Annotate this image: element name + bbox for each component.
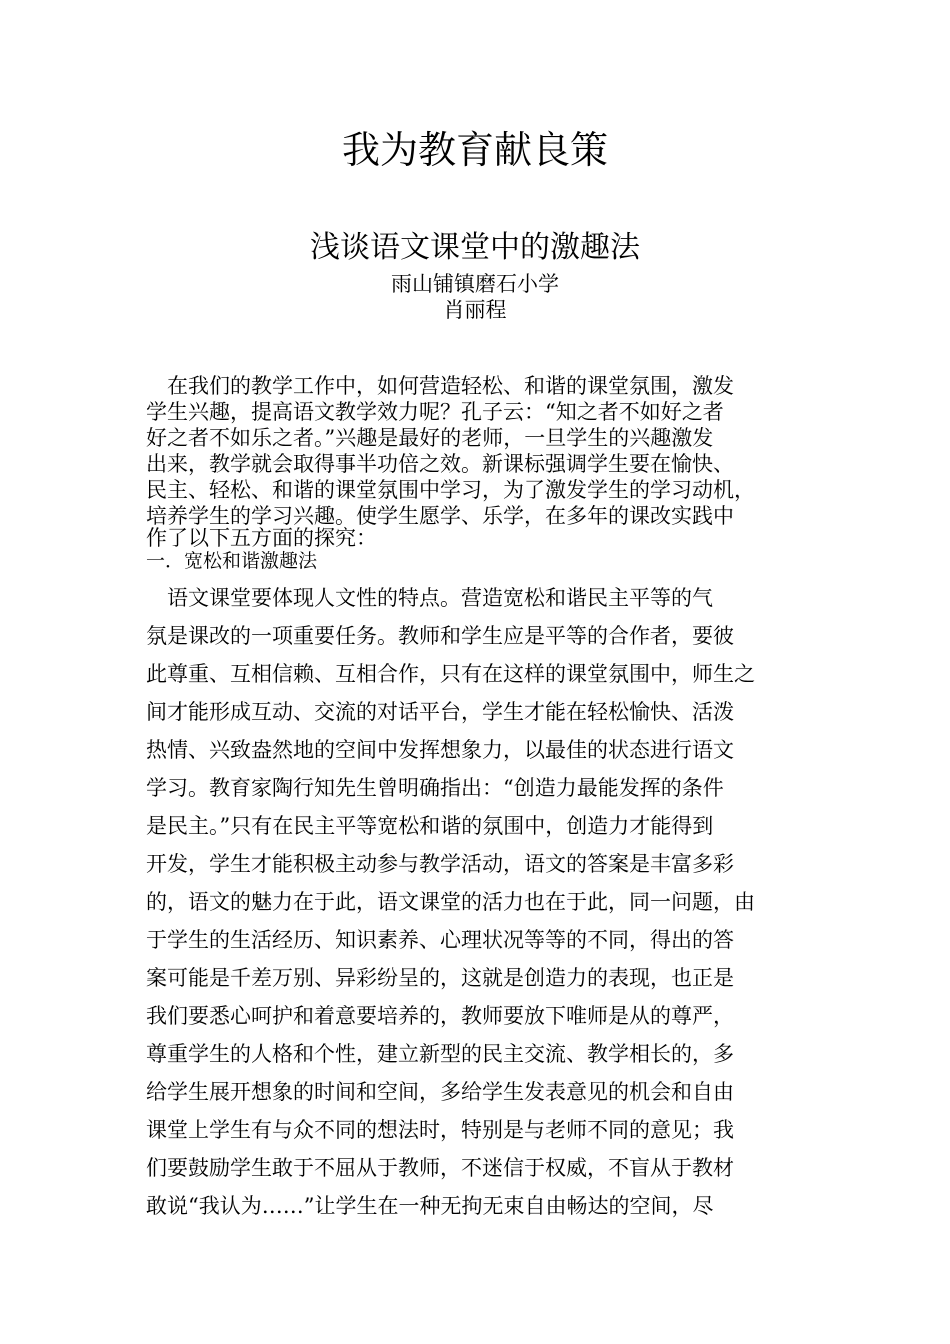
body-line: 课堂上学生有与众不同的想法时，特别是与老师不同的意见；我 (146, 1118, 734, 1142)
intro-line: 在我们的教学工作中，如何营造轻松、和谐的课堂氛围，激发 (146, 374, 734, 398)
body-line: 开发，学生才能积极主动参与教学活动，语文的答案是丰富多彩 (146, 852, 734, 876)
body-line: 们要鼓励学生敢于不屈从于教师，不迷信于权威，不盲从于教材 (146, 1156, 734, 1180)
body-line: 间才能形成互动、交流的对话平台，学生才能在轻松愉快、活泼 (146, 700, 734, 724)
intro-line: 学生兴趣，提高语文教学效力呢？孔子云：“知之者不如好之者 (146, 400, 724, 424)
article-subtitle: 浅谈语文课堂中的激趣法 (310, 230, 640, 265)
body-line: 氛是课改的一项重要任务。教师和学生应是平等的合作者，要彼 (146, 624, 734, 648)
body-line: 语文课堂要体现人文性的特点。营造宽松和谐民主平等的气 (146, 586, 713, 610)
intro-line: 好之者不如乐之者。”兴趣是最好的老师，一旦学生的兴趣激发 (146, 426, 714, 450)
body-line: 热情、兴致盎然地的空间中发挥想象力，以最佳的状态进行语文 (146, 738, 734, 762)
body-line: 给学生展开想象的时间和空间，多给学生发表意见的机会和自由 (146, 1080, 734, 1104)
body-line: 尊重学生的人格和个性，建立新型的民主交流、教学相长的，多 (146, 1042, 734, 1066)
body-line: 此尊重、互相信赖、互相合作，只有在这样的课堂氛围中，师生之 (146, 662, 755, 686)
intro-line: 出来，教学就会取得事半功倍之效。新课标强调学生要在愉快、 (146, 452, 734, 476)
school-name: 雨山铺镇磨石小学 (391, 272, 559, 296)
body-line: 案可能是千差万别、异彩纷呈的，这就是创造力的表现，也正是 (146, 966, 734, 990)
body-line: 我们要悉心呵护和着意要培养的，教师要放下唯师是从的尊严， (146, 1004, 734, 1028)
body-line: 是民主。”只有在民主平等宽松和谐的氛围中，创造力才能得到 (146, 814, 714, 838)
body-line: 敢说“我认为……”让学生在一种无拘无束自由畅达的空间，尽 (146, 1194, 714, 1218)
intro-line: 民主、轻松、和谐的课堂氛围中学习，为了激发学生的学习动机， (146, 478, 755, 502)
body-line: 学习。教育家陶行知先生曾明确指出：“创造力最能发挥的条件 (146, 776, 724, 800)
author-name: 肖丽程 (443, 298, 507, 322)
body-line: 于学生的生活经历、知识素养、心理状况等等的不同，得出的答 (146, 928, 734, 952)
intro-line: 培养学生的学习兴趣。使学生愿学、乐学，在多年的课改实践中 (146, 504, 734, 528)
intro-line: 作了以下五方面的探究： (146, 526, 377, 550)
body-line: 的，语文的魅力在于此，语文课堂的活力也在于此，同一问题，由 (146, 890, 755, 914)
section-heading: 一．宽松和谐激趣法 (146, 550, 318, 572)
document-title: 我为教育献良策 (341, 128, 608, 172)
